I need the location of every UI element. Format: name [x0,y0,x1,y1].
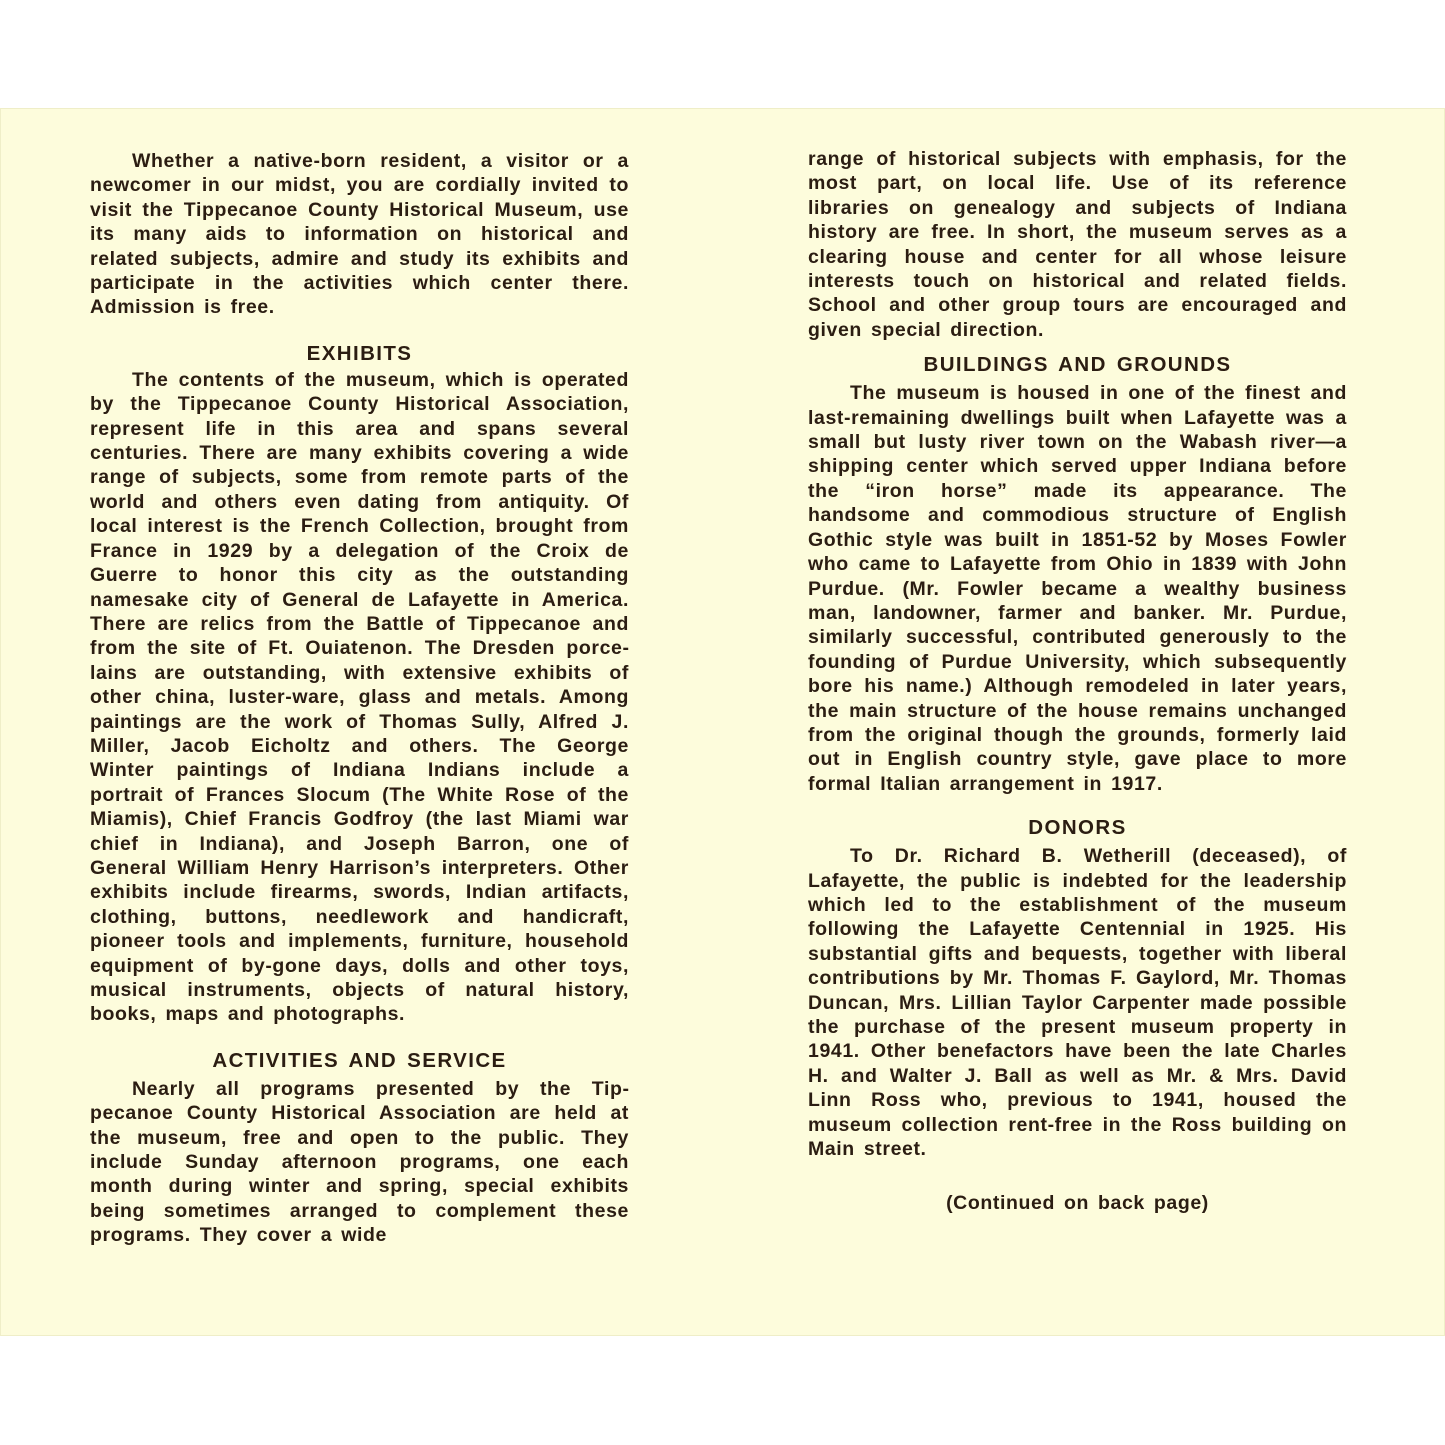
intro-paragraph: Whether a native-born resident, a visitor or a newcomer in our midst, you are cordially invited to visit the Tippecanoe County Historical Museum, use its many aids to information on historical and related subjects, admire and study its exhibits and participate in the activities which center there. Admission is free. [90,150,629,319]
exhibits-heading: EXHIBITS [306,341,413,365]
activities-heading: ACTIVITIES AND SERVICE [212,1048,507,1072]
right-column [808,147,1347,1216]
exhibits-paragraph: The contents of the museum, which is operated by the Tippecanoe County Historical Association, represent life in this area and spans several centuries. There are many exhibits covering a wide range of subjects, some from remote parts of the world and others even dating from antiquity. Of local interest is the French Collection, brought from France in 1929 by a delegation of the Croix de Guerre to honor this city as the outstanding namesake city of General de Lafayette in America. There are relics from the Battle of Tippecanoe and from the site of Ft. Ouiatenon. The Dresden porcelains are outstanding, with extensive exhibits of other china, luster-ware, glass and metals. Among paintings are the work of Thomas Sully, Alfred J. Miller, Jacob Eicholtz and others. The George Winter paintings of Indiana Indians include a portrait of Frances Slocum (The White Rose of the Miamis), Chief Francis Godfroy (the last Miami war chief in Indiana), and Joseph Barron, one of General William Henry Harrison’s interpreters. Other exhibits include firearms, swords, Indian artifacts, clothing, buttons, needlework and handicraft, pioneer tools and implements, furniture, household equipment of by-gone days, dolls and other toys, musical instruments, objects of natural history, books, maps and photographs. [90,368,629,1026]
donors-heading: DONORS [1028,816,1127,840]
donors-paragraph: To Dr. Richard B. Wetherill (deceased), of Lafayette, the public is indebted for the leadership which led to the establishment of the museum following the Lafayette Centennial in 1925. His substantial gifts and bequests, together with liberal contributions by Mr. Thomas F. Gaylord, Mr. Thomas Duncan, Mrs. Lillian Taylor Carpenter made possible the purchase of the present museum property in 1941. Other benefactors have been the late Charles H. and Walter J. Ball as well as Mr. & Mrs. David Linn Ross who, previous to 1941, housed the museum collection rent-free in the Ross building on Main street. [808,845,1347,1161]
brochure-page [0,108,1445,1336]
buildings-paragraph: The museum is housed in one of the finest and last-remaining dwellings built when Lafayette was a small but lusty river town on the Wabash river—a shipping center which served upper Indiana before the “iron horse” made its appearance. The handsome and commodious structure of English Gothic style was built in 1851-52 by Moses Fowler who came to Lafayette from Ohio in 1839 with John Purdue. (Mr. Fowler became a wealthy business man, landowner, farmer and banker. Mr. Purdue, similarly successful, contributed generously to the founding of Purdue University, which subsequently bore his name.) Although remodeled in later years, the main structure of the house remains unchanged from the original though the grounds, formerly laid out in English country style, gave place to more formal Italian arrangement in 1917. [808,382,1347,795]
activities-continued-paragraph: range of historical subjects with emphasis, for the most part, on local life. Use of its reference libraries on genealogy and subjects of Indiana history are free. In short, the museum serves as a clearing house and center for all whose leisure interests touch on historical and related fields. School and other group tours are encouraged and given special direction. [808,148,1347,341]
activities-paragraph: Nearly all programs presented by the Tippecanoe County Historical Association are held at the museum, free and open to the public. They include Sunday afternoon programs, one each month during winter and spring, special exhibits being sometimes arranged to complement these programs. They cover a wide [90,1077,629,1247]
continued-note: (Continued on back page) [946,1192,1209,1215]
left-column [90,149,629,1248]
buildings-heading: BUILDINGS AND GROUNDS [923,353,1232,377]
